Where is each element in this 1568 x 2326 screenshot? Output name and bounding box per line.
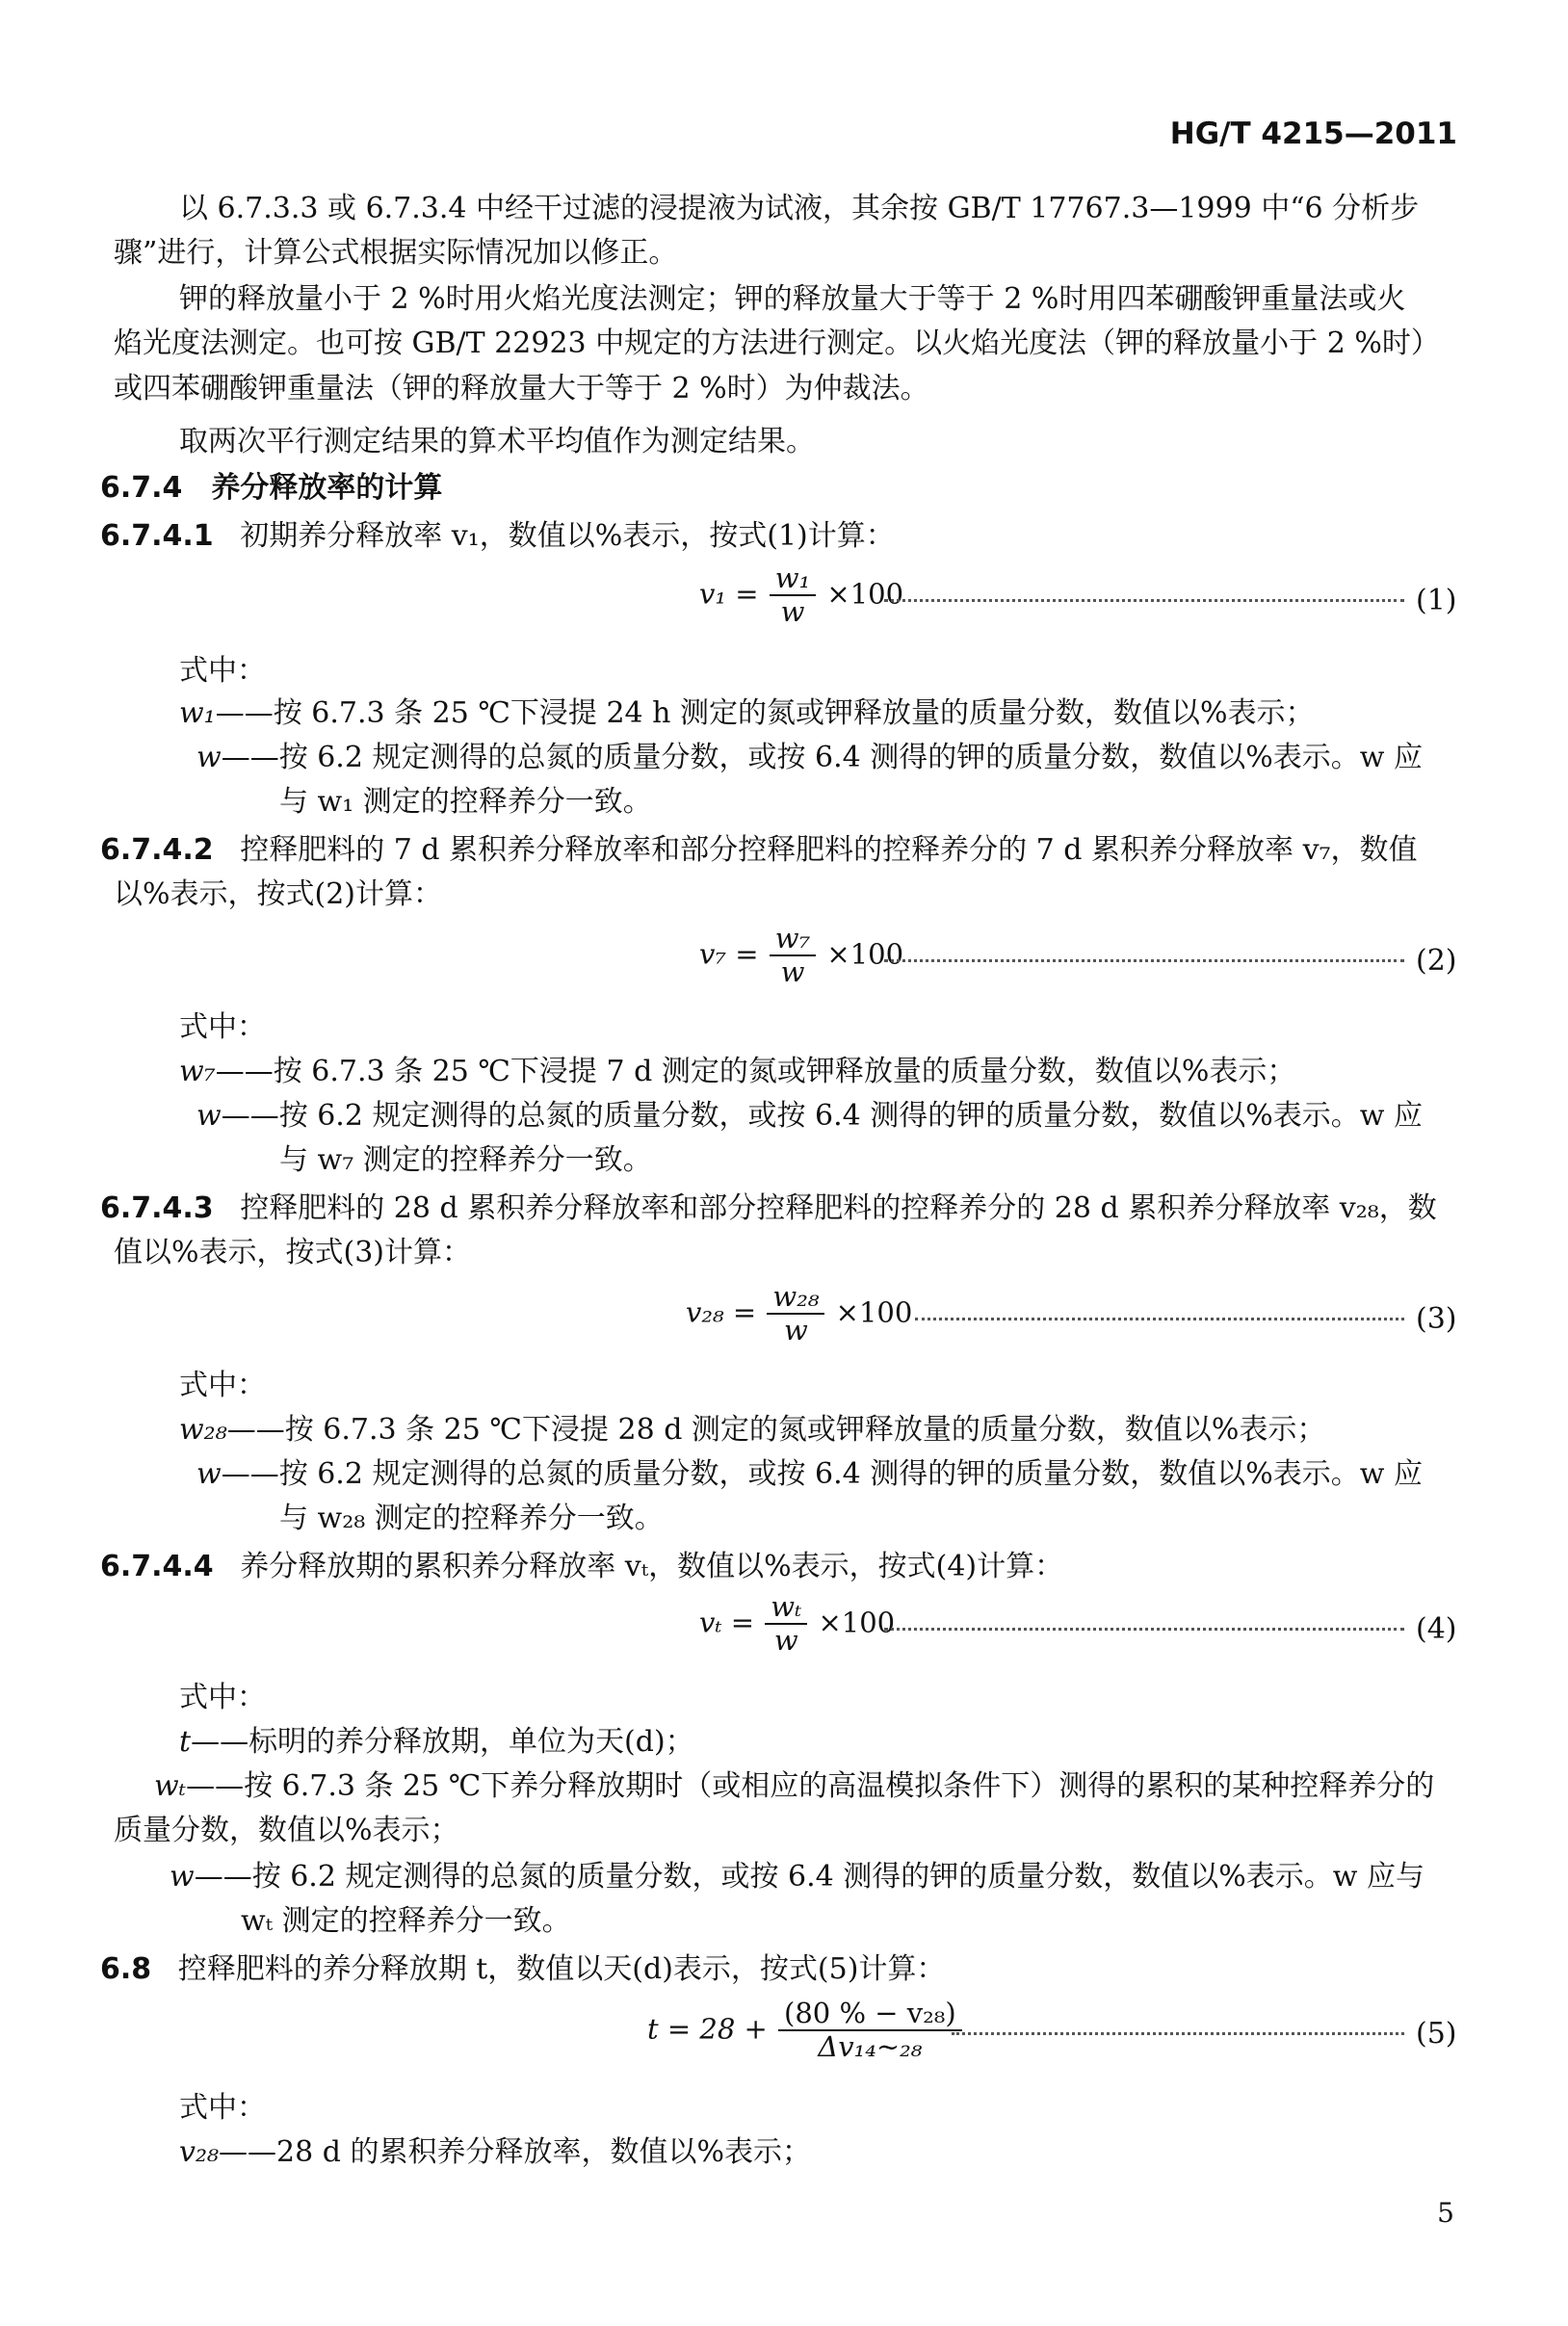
equation-2-number: (2)	[1416, 944, 1457, 978]
equation-2-rhs: ×100	[826, 937, 904, 971]
paragraph-1-line-2: 骤”进行，计算公式根据实际情况加以修正。	[114, 236, 678, 270]
equation-2-denominator: w	[780, 955, 805, 989]
equation-5-where: 式中：	[179, 2091, 266, 2125]
section-6-7-4-2-text: 控释肥料的 7 d 累积养分释放率和部分控释肥料的控释养分的 7 d 累积养分释放率 v₇，数值	[240, 833, 1418, 867]
section-6-7-4-2-line-1	[100, 830, 1418, 871]
section-6-7-4-1	[100, 516, 895, 557]
equation-4-def-w-text: ——按 6.2 规定测得的总氮的质量分数，或按 6.4 测得的钾的质量分数，数值以%表示。w 应与	[194, 1860, 1424, 1894]
paragraph-2-line-2: 焰光度法测定。也可按 GB/T 22923 中规定的方法进行测定。以火焰光度法（钾的释放量小于 2 %时）	[114, 327, 1440, 360]
section-6-7-4-3-line-1	[100, 1189, 1437, 1229]
equation-1-def-w-line-2: 与 w₁ 测定的控释养分一致。	[279, 785, 652, 819]
equation-1-leader	[884, 599, 1404, 602]
equation-4-where: 式中：	[179, 1681, 266, 1714]
equation-2-def-w7	[179, 1052, 1295, 1092]
section-6-7-4-2-line-2: 以%表示，按式(2)计算：	[114, 877, 443, 911]
equation-4-def-t	[179, 1722, 694, 1763]
equation-5-def-v28	[179, 2132, 811, 2173]
equation-2-def-w7-symbol: w₇	[179, 1055, 216, 1088]
page-number: 5	[1437, 2197, 1454, 2229]
section-6-7-4-4	[100, 1547, 1063, 1587]
equation-3-def-w-line-1	[196, 1454, 1423, 1495]
equation-4-lhs: vₜ =	[699, 1606, 755, 1639]
equation-4-def-wt-line-2: 质量分数，数值以%表示；	[114, 1814, 459, 1847]
equation-1-lhs: v₁ =	[699, 577, 759, 611]
equation-1-number: (1)	[1416, 584, 1457, 617]
equation-5-lhs: t = 28 +	[647, 2012, 768, 2046]
equation-1-where: 式中：	[179, 654, 266, 688]
equation-2-fraction	[770, 923, 816, 989]
equation-4-denominator: w	[773, 1624, 798, 1658]
equation-1-def-w1-symbol: w₁	[179, 696, 216, 730]
equation-4-number: (4)	[1416, 1612, 1457, 1646]
equation-4	[699, 1591, 895, 1658]
section-6-7-4-heading: 6.7.4 养分释放率的计算	[100, 471, 443, 505]
section-6-7-4-4-number: 6.7.4.4	[100, 1550, 214, 1583]
section-6-7-4-4-text: 养分释放期的累积养分释放率 vₜ，数值以%表示，按式(4)计算：	[240, 1550, 1064, 1583]
equation-4-numerator: wₜ	[765, 1591, 807, 1625]
equation-4-def-w-symbol: w	[170, 1860, 195, 1894]
section-6-8-number: 6.8	[100, 1952, 152, 1986]
equation-3-def-w-symbol: w	[196, 1457, 222, 1491]
equation-3-def-w28	[179, 1410, 1325, 1450]
paragraph-3-line-1: 取两次平行测定结果的算术平均值作为测定结果。	[179, 425, 815, 458]
equation-5-fraction	[778, 1998, 962, 2064]
section-6-7-4-1-text: 初期养分释放率 v₁，数值以%表示，按式(1)计算：	[240, 519, 895, 553]
equation-5-number: (5)	[1416, 2017, 1457, 2051]
equation-4-def-t-symbol: t	[179, 1725, 192, 1759]
equation-4-fraction	[765, 1591, 807, 1658]
equation-4-def-wt-text: ——按 6.7.3 条 25 ℃下养分释放期时（或相应的高温模拟条件下）测得的累积的某种控释养分的	[186, 1769, 1435, 1803]
equation-1-denominator: w	[780, 595, 805, 629]
equation-5-leader	[952, 2032, 1404, 2035]
section-6-7-4-1-number: 6.7.4.1	[100, 519, 214, 553]
equation-1-def-w-text: ——按 6.2 规定测得的总氮的质量分数，或按 6.4 测得的钾的质量分数，数值以%表示。w 应	[221, 741, 1423, 774]
equation-3-lhs: v₂₈ =	[686, 1295, 757, 1329]
section-6-7-4-3-number: 6.7.4.3	[100, 1191, 214, 1225]
equation-5	[647, 1998, 964, 2064]
equation-4-def-t-text: ——标明的养分释放期，单位为天(d)；	[191, 1725, 694, 1759]
equation-1-def-w-line-1	[196, 738, 1423, 778]
standard-number-header: HG/T 4215—2011	[1169, 117, 1457, 151]
equation-1-fraction	[770, 562, 816, 629]
equation-4-def-wt-line-1	[154, 1766, 1434, 1807]
equation-2-def-w-text: ——按 6.2 规定测得的总氮的质量分数，或按 6.4 测得的钾的质量分数，数值以%表示。w 应	[221, 1099, 1423, 1133]
equation-2-def-w-line-2: 与 w₇ 测定的控释养分一致。	[279, 1143, 652, 1177]
equation-2	[699, 923, 903, 989]
equation-3-rhs: ×100	[835, 1295, 913, 1329]
equation-3-fraction	[767, 1281, 824, 1347]
section-6-8-text: 控释肥料的养分释放期 t，数值以天(d)表示，按式(5)计算：	[177, 1952, 946, 1986]
equation-5-denominator: Δv₁₄~₂₈	[818, 2030, 923, 2064]
equation-3-def-w-line-2: 与 w₂₈ 测定的控释养分一致。	[279, 1502, 664, 1535]
equation-5-def-v28-symbol: v₂₈	[179, 2135, 220, 2169]
section-6-7-4-2-number: 6.7.4.2	[100, 833, 214, 867]
equation-2-numerator: w₇	[770, 923, 816, 956]
equation-4-leader	[884, 1628, 1404, 1631]
equation-3	[686, 1281, 912, 1347]
equation-2-lhs: v₇ =	[699, 937, 759, 971]
section-6-7-4-3-line-2: 值以%表示，按式(3)计算：	[114, 1236, 472, 1269]
equation-1-def-w1-text: ——按 6.7.3 条 25 ℃下浸提 24 h 测定的氮或钾释放量的质量分数，数值以%表示；	[215, 696, 1315, 730]
equation-5-numerator: (80 % − v₂₈)	[778, 1998, 962, 2031]
equation-3-def-w28-text: ——按 6.7.3 条 25 ℃下浸提 28 d 测定的氮或钾释放量的质量分数，数值以%表示；	[226, 1413, 1326, 1447]
paragraph-2-line-3: 或四苯硼酸钾重量法（钾的释放量大于等于 2 %时）为仲裁法。	[114, 372, 929, 405]
section-6-8	[100, 1949, 945, 1990]
equation-2-def-w-symbol: w	[196, 1099, 222, 1133]
equation-1-numerator: w₁	[770, 562, 816, 596]
equation-1-def-w-symbol: w	[196, 741, 222, 774]
equation-3-def-w-text: ——按 6.2 规定测得的总氮的质量分数，或按 6.4 测得的钾的质量分数，数值以%表示。w 应	[221, 1457, 1423, 1491]
equation-3-denominator: w	[784, 1314, 808, 1347]
equation-3-number: (3)	[1416, 1302, 1457, 1336]
equation-2-def-w-line-1	[196, 1096, 1423, 1137]
equation-3-where: 式中：	[179, 1369, 266, 1402]
equation-1-rhs: ×100	[826, 577, 904, 611]
equation-4-def-w-line-1	[170, 1857, 1424, 1897]
equation-2-def-w7-text: ——按 6.7.3 条 25 ℃下浸提 7 d 测定的氮或钾释放量的质量分数，数值以%表示；	[215, 1055, 1296, 1088]
equation-3-def-w28-symbol: w₂₈	[179, 1413, 227, 1447]
equation-2-leader	[884, 959, 1404, 962]
equation-3-leader	[915, 1318, 1404, 1320]
equation-3-numerator: w₂₈	[767, 1281, 824, 1315]
equation-4-def-w-line-2: wₜ 测定的控释养分一致。	[241, 1904, 571, 1938]
equation-4-def-wt-symbol: wₜ	[154, 1769, 187, 1803]
section-6-7-4-3-text: 控释肥料的 28 d 累积养分释放率和部分控释肥料的控释养分的 28 d 累积养分释放率 v₂₈，数	[240, 1191, 1437, 1225]
equation-1	[699, 562, 903, 629]
equation-5-def-v28-text: ——28 d 的累积养分释放率，数值以%表示；	[219, 2135, 811, 2169]
paragraph-2-line-1: 钾的释放量小于 2 %时用火焰光度法测定；钾的释放量大于等于 2 %时用四苯硼酸钾重量法或火	[179, 282, 1406, 316]
paragraph-1-line-1: 以 6.7.3.3 或 6.7.3.4 中经干过滤的浸提液为试液，其余按 GB/T 17767.3—1999 中“6 分析步	[179, 192, 1420, 225]
equation-2-where: 式中：	[179, 1010, 266, 1044]
equation-1-def-w1	[179, 693, 1315, 734]
equation-4-rhs: ×100	[818, 1606, 896, 1639]
